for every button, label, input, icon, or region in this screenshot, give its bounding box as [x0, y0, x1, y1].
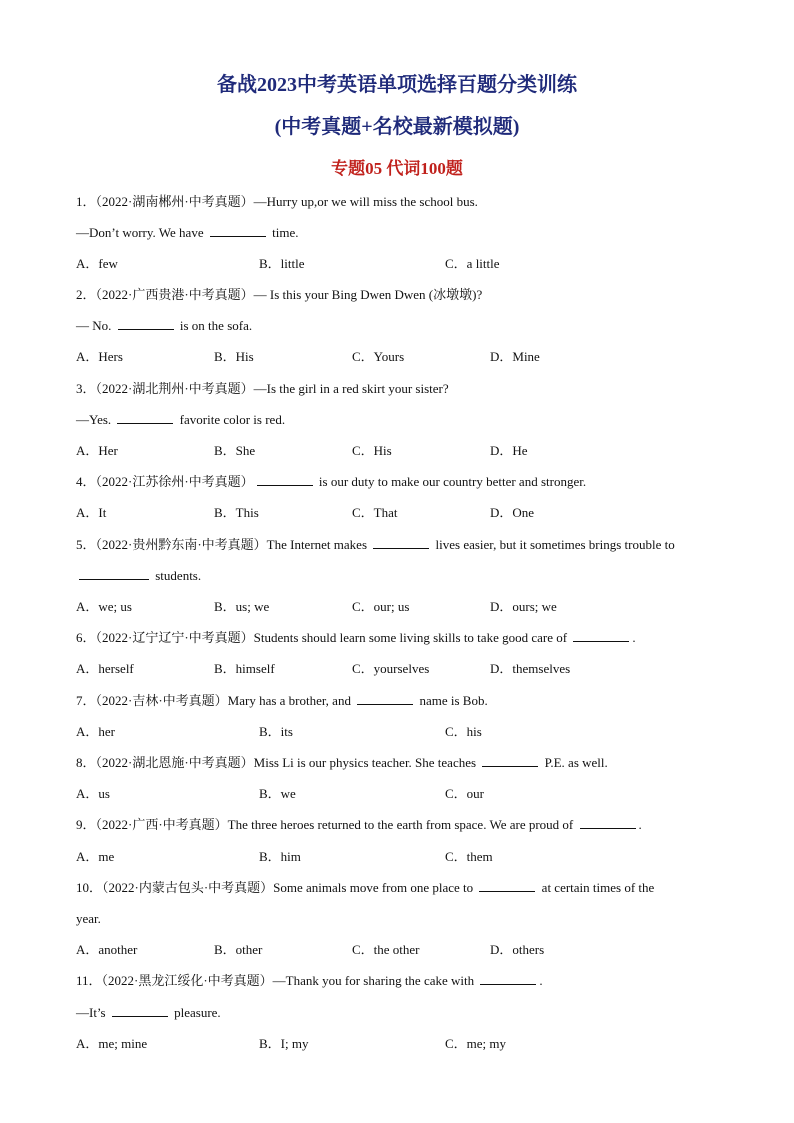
page-title: 备战2023中考英语单项选择百题分类训练 [217, 74, 577, 96]
question-text: is on the sofa. [176, 318, 253, 333]
page-title-secondary: (中考真题+名校最新模拟题) [274, 116, 520, 138]
question-text: 2．（2022·广西贵港·中考真题）— Is this your Bing Dwen Dwen (冰墩墩)? [76, 287, 483, 302]
answer-option: D．He [490, 443, 528, 458]
question-stem [76, 379, 736, 399]
question-line [76, 1003, 736, 1023]
answer-option: B．its [259, 724, 293, 739]
question-text: 3．（2022·湖北荆州·中考真题）—Is the girl in a red skirt your sister? [76, 381, 449, 396]
question-text: . [638, 817, 642, 832]
question-line [76, 223, 736, 243]
question-text: 7．（2022·吉林·中考真题）Mary has a brother, and [76, 693, 355, 708]
question-stem [76, 628, 736, 648]
answer-blank [210, 224, 266, 237]
question-line [76, 410, 736, 430]
question-text: 9．（2022·广西·中考真题）The three heroes returned to the earth from space. We are proud of [76, 817, 577, 832]
question-text: —It’s [76, 1005, 109, 1020]
answer-option: B．us; we [214, 599, 270, 614]
question-text: students. [152, 568, 202, 583]
question-text: at certain times of the [538, 880, 655, 895]
answer-blank [580, 816, 636, 829]
answer-option: B．we [259, 786, 296, 801]
question-stem [76, 971, 736, 991]
answer-option: C．the other [352, 942, 420, 957]
question-text: name is Bob. [416, 693, 488, 708]
answer-option: C．our; us [352, 599, 410, 614]
answer-blank [117, 411, 173, 424]
question-text: 1．（2022·湖南郴州·中考真题）—Hurry up,or we will miss the school bus. [76, 194, 478, 209]
answer-option: C．our [445, 786, 485, 801]
answer-option: B．him [259, 849, 301, 864]
question-line [76, 909, 736, 929]
answer-option: B．This [214, 505, 259, 520]
answer-option: A．few [76, 256, 118, 271]
answer-blank [118, 317, 174, 330]
question-text: 8．（2022·湖北恩施·中考真题）Miss Li is our physics teacher. She teaches [76, 755, 480, 770]
answer-option: A．me [76, 849, 115, 864]
answer-option: A．herself [76, 661, 134, 676]
answer-option: D．others [490, 942, 545, 957]
answer-option: D．Mine [490, 349, 540, 364]
answer-option: A．Her [76, 443, 118, 458]
answer-option: B．I; my [259, 1036, 309, 1051]
answer-option: A．us [76, 786, 110, 801]
answer-option: A．we; us [76, 599, 132, 614]
question-stem [76, 192, 736, 212]
answer-blank [373, 536, 429, 549]
question-line [76, 316, 736, 336]
answer-option: C．me; my [445, 1036, 507, 1051]
section-subtitle: 专题05 代词100题 [331, 159, 463, 178]
answer-option: D．themselves [490, 661, 571, 676]
answer-option: A．her [76, 724, 115, 739]
answer-blank [357, 692, 413, 705]
answer-option: C．a little [445, 256, 500, 271]
question-text: 4．（2022·江苏徐州·中考真题） [76, 474, 254, 489]
answer-blank [79, 567, 149, 580]
answer-option: A．another [76, 942, 138, 957]
question-text: — No. [76, 318, 115, 333]
question-text: —Don’t worry. We have [76, 225, 207, 240]
question-stem [76, 753, 736, 773]
question-stem [76, 472, 736, 492]
answer-blank [479, 879, 535, 892]
question-text: lives easier, but it sometimes brings trouble to [432, 537, 675, 552]
question-text: . [539, 973, 543, 988]
answer-option: B．little [259, 256, 305, 271]
question-text: favorite color is red. [176, 412, 286, 427]
answer-blank [112, 1004, 168, 1017]
question-text: time. [268, 225, 299, 240]
answer-option: D．One [490, 505, 535, 520]
question-text: 5．（2022·贵州黔东南·中考真题）The Internet makes [76, 537, 371, 552]
answer-option: C．His [352, 443, 392, 458]
answer-option: C．Yours [352, 349, 405, 364]
question-stem [76, 815, 736, 835]
question-text: . [632, 630, 636, 645]
question-stem [76, 878, 736, 898]
question-text: pleasure. [170, 1005, 221, 1020]
answer-option: A．It [76, 505, 107, 520]
question-text: 10．（2022·内蒙古包头·中考真题）Some animals move from one place to [76, 880, 477, 895]
question-text: 6．（2022·辽宁辽宁·中考真题）Students should learn some living skills to take good care of [76, 630, 571, 645]
question-line [76, 566, 736, 586]
answer-option: B．She [214, 443, 256, 458]
question-text: 11．（2022·黑龙江绥化·中考真题）—Thank you for sharing the cake with [76, 973, 478, 988]
answer-blank [573, 629, 629, 642]
question-text: is our duty to make our country better and stronger. [315, 474, 587, 489]
answer-blank [257, 473, 313, 486]
answer-blank [480, 972, 536, 985]
question-text: year. [76, 911, 101, 926]
answer-option: C．his [445, 724, 482, 739]
answer-option: B．His [214, 349, 254, 364]
answer-blank [482, 754, 538, 767]
answer-option: B．himself [214, 661, 275, 676]
answer-option: A．me; mine [76, 1036, 148, 1051]
question-stem [76, 535, 736, 555]
answer-option: B．other [214, 942, 263, 957]
question-stem [76, 691, 736, 711]
answer-option: C．them [445, 849, 493, 864]
answer-option: C．yourselves [352, 661, 430, 676]
question-stem [76, 285, 736, 305]
question-text: P.E. as well. [541, 755, 608, 770]
answer-option: D．ours; we [490, 599, 557, 614]
answer-option: C．That [352, 505, 398, 520]
answer-option: A．Hers [76, 349, 123, 364]
question-text: —Yes. [76, 412, 115, 427]
